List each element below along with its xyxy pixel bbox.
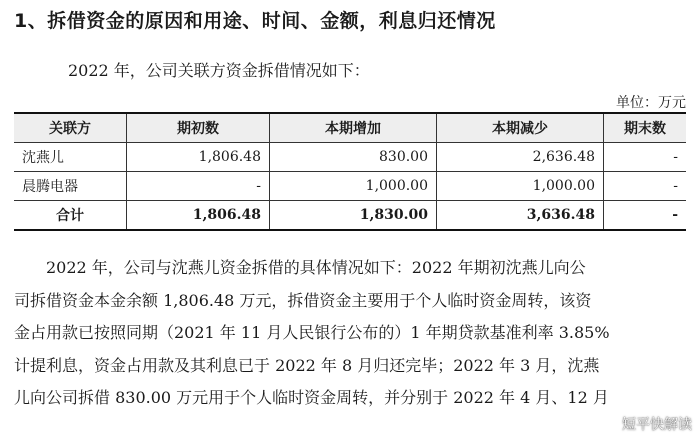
paragraph-line: 儿向公司拆借 830.00 万元用于个人临时资金周转，并分别于 2022 年 4 月、12 月 xyxy=(14,388,609,407)
table-row xyxy=(14,143,686,172)
table-cell-increase: 1,000.00 xyxy=(270,172,437,201)
table-cell-opening: 1,806.48 xyxy=(127,143,270,172)
table-cell-party: 沈燕儿 xyxy=(14,143,127,172)
table-cell-total-opening: 1,806.48 xyxy=(127,201,270,231)
table-total-row xyxy=(14,201,686,231)
paragraph-line: 计提利息，资金占用款及其利息已于 2022 年 8 月归还完毕；2022 年 3 月，沈燕 xyxy=(14,355,600,375)
col-header-closing: 期末数 xyxy=(604,113,687,143)
section-heading: 1、拆借资金的原因和用途、时间、金额，利息归还情况 xyxy=(14,10,496,32)
body-paragraph xyxy=(14,252,686,415)
table-cell-closing: - xyxy=(604,143,687,172)
watermark xyxy=(599,414,692,434)
paragraph-line: 司拆借资金本金余额 1,806.48 万元，拆借资金主要用于个人临时资金周转，该资 xyxy=(14,290,592,310)
intro-text: 2022 年，公司关联方资金拆借情况如下： xyxy=(68,61,370,80)
col-header-decrease: 本期减少 xyxy=(437,113,604,143)
table-cell-decrease: 1,000.00 xyxy=(437,172,604,201)
table-cell-total-closing: - xyxy=(604,201,687,231)
fund-borrowing-table xyxy=(14,112,686,231)
table-cell-closing: - xyxy=(604,172,687,201)
watermark-text: 短平快解读 xyxy=(622,417,692,433)
table-cell-total-increase: 1,830.00 xyxy=(270,201,437,231)
table-cell-total-decrease: 3,636.48 xyxy=(437,201,604,231)
weibo-logo-icon xyxy=(599,416,615,434)
table-row xyxy=(14,172,686,201)
unit-label: 单位：万元 xyxy=(616,95,686,111)
col-header-opening: 期初数 xyxy=(127,113,270,143)
col-header-related-party: 关联方 xyxy=(14,113,127,143)
table-cell-decrease: 2,636.48 xyxy=(437,143,604,172)
table-cell-increase: 830.00 xyxy=(270,143,437,172)
table-cell-opening: - xyxy=(127,172,270,201)
paragraph-line: 金占用款已按照同期（2021 年 11 月人民银行公布的）1 年期贷款基准利率 3.85% xyxy=(14,323,610,342)
paragraph-line: 2022 年，公司与沈燕儿资金拆借的具体情况如下：2022 年期初沈燕儿向公 xyxy=(14,258,586,277)
table-cell-party: 晨腾电器 xyxy=(14,172,127,201)
table-header-row xyxy=(14,113,686,143)
col-header-increase: 本期增加 xyxy=(270,113,437,143)
table-cell-total-label: 合计 xyxy=(14,201,127,231)
